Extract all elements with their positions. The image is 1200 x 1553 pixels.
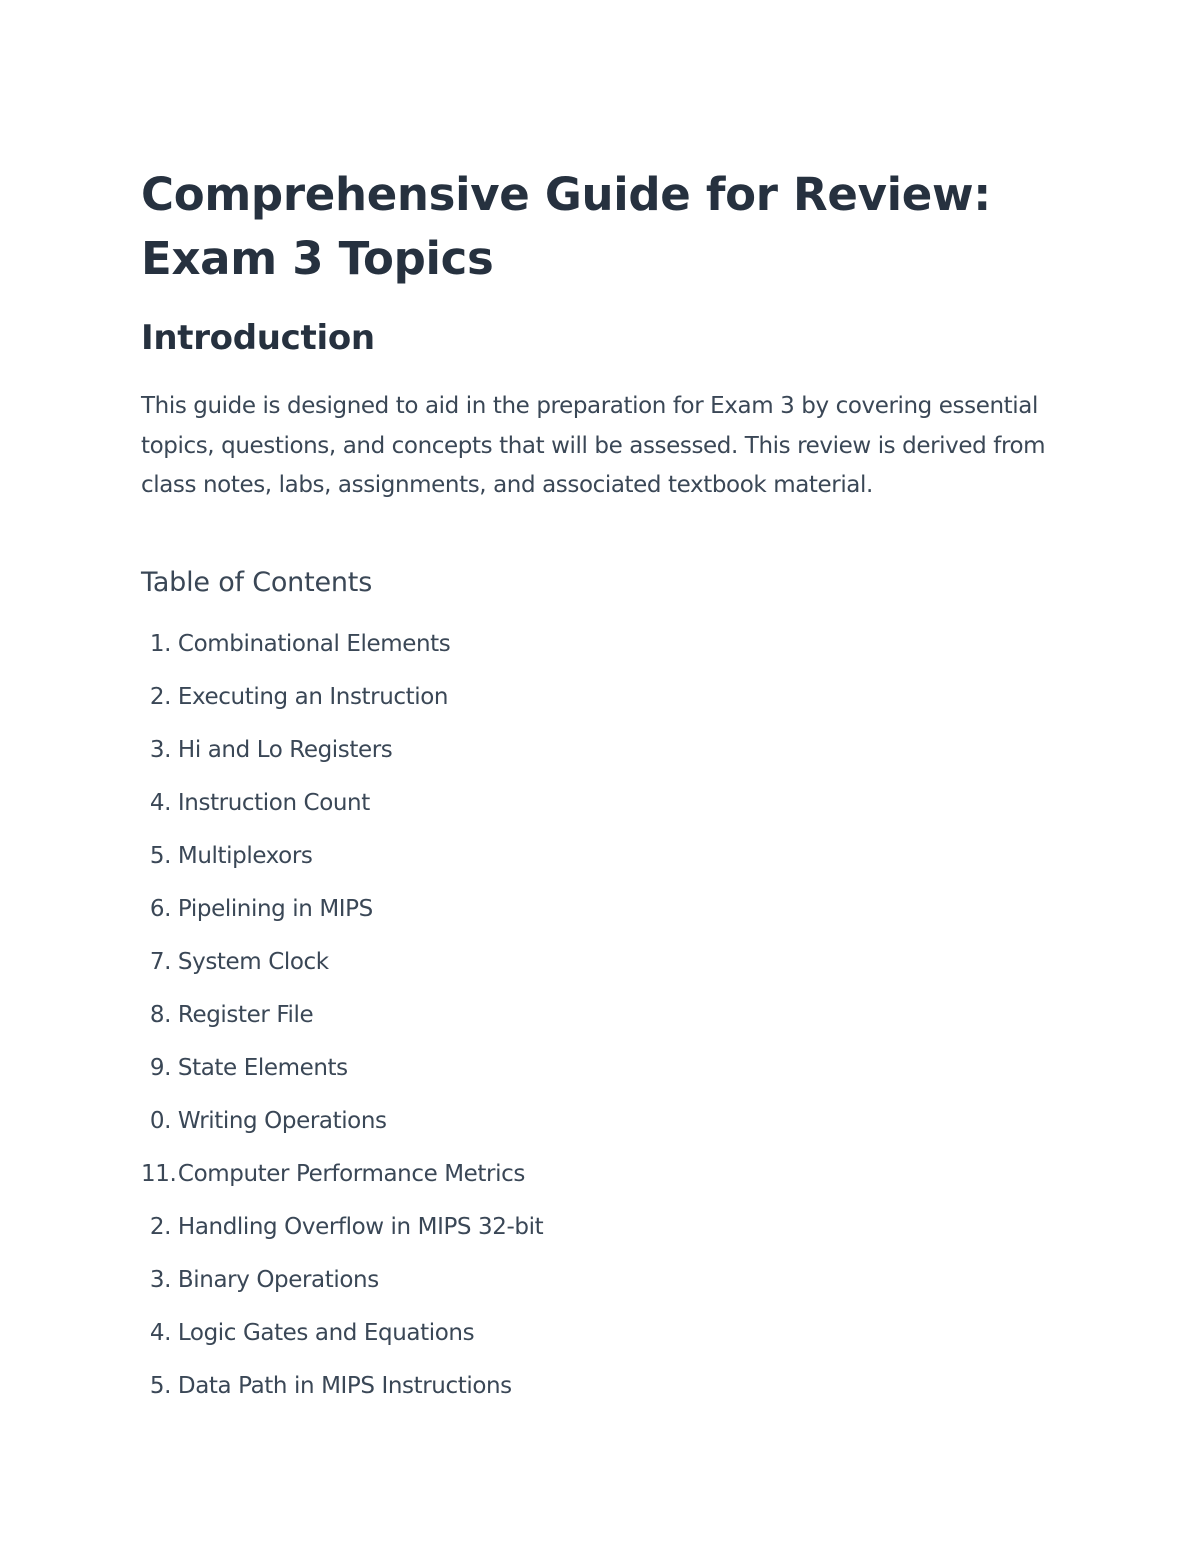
toc-item-data-path-in-mips <box>141 1368 543 1421</box>
toc-item-system-clock <box>141 944 543 997</box>
toc-item-number: 5. <box>149 1373 171 1399</box>
toc-item-number: 11. <box>141 1161 177 1187</box>
toc-item-label: Handling Overflow in MIPS 32-bit <box>177 1214 544 1240</box>
toc-item-logic-gates-and-equations <box>141 1315 543 1368</box>
toc-item-number: 2. <box>149 684 171 710</box>
toc-item-multiplexors <box>141 838 543 891</box>
toc-item-number: 2. <box>149 1214 171 1240</box>
toc-item-number: 3. <box>149 1267 171 1293</box>
toc-item-binary-operations <box>141 1262 543 1315</box>
toc-item-combinational-elements <box>141 626 543 679</box>
toc-item-state-elements <box>141 1050 543 1103</box>
toc-item-number: 0. <box>149 1108 171 1134</box>
toc-item-hi-and-lo-registers <box>141 732 543 785</box>
toc-item-label: Hi and Lo Registers <box>177 737 393 763</box>
toc-item-label: Logic Gates and Equations <box>177 1320 475 1346</box>
toc-item-label: Data Path in MIPS Instructions <box>177 1373 512 1399</box>
toc-item-label: State Elements <box>177 1055 348 1081</box>
toc-item-number: 8. <box>149 1002 171 1028</box>
toc-item-writing-operations <box>141 1103 543 1156</box>
toc-heading: Table of Contents <box>141 567 373 598</box>
toc-item-handling-overflow <box>141 1209 543 1262</box>
toc-item-number: 6. <box>149 896 171 922</box>
toc-item-label: Writing Operations <box>177 1108 387 1134</box>
toc-item-label: Pipelining in MIPS <box>177 896 373 922</box>
toc-item-computer-performance-metrics <box>141 1156 543 1209</box>
toc-item-label: Binary Operations <box>177 1267 379 1293</box>
toc-item-number: 9. <box>149 1055 171 1081</box>
toc-item-number: 1. <box>149 631 171 657</box>
toc-item-label: Computer Performance Metrics <box>177 1161 525 1187</box>
toc-item-instruction-count <box>141 785 543 838</box>
toc-item-label: Combinational Elements <box>177 631 451 657</box>
toc-item-number: 4. <box>149 790 171 816</box>
toc-item-number: 7. <box>149 949 171 975</box>
toc-item-number: 5. <box>149 843 171 869</box>
toc-item-label: System Clock <box>177 949 329 975</box>
toc-item-label: Register File <box>177 1002 314 1028</box>
toc-item-label: Executing an Instruction <box>177 684 449 710</box>
toc-item-register-file <box>141 997 543 1050</box>
toc-list <box>141 626 543 1421</box>
introduction-heading: Introduction <box>141 318 375 358</box>
document-title: Comprehensive Guide for Review: Exam 3 Topics <box>141 168 991 285</box>
toc-item-pipelining-in-mips <box>141 891 543 944</box>
toc-item-number: 3. <box>149 737 171 763</box>
toc-item-number: 4. <box>149 1320 171 1346</box>
toc-item-label: Multiplexors <box>177 843 313 869</box>
toc-item-label: Instruction Count <box>177 790 370 816</box>
toc-item-executing-an-instruction <box>141 679 543 732</box>
introduction-paragraph: This guide is designed to aid in the preparation for Exam 3 by covering essential topics, questions, and concepts that will be assessed. This review is derived from class notes, labs, assignments, and associated textbook material. <box>141 393 1046 498</box>
